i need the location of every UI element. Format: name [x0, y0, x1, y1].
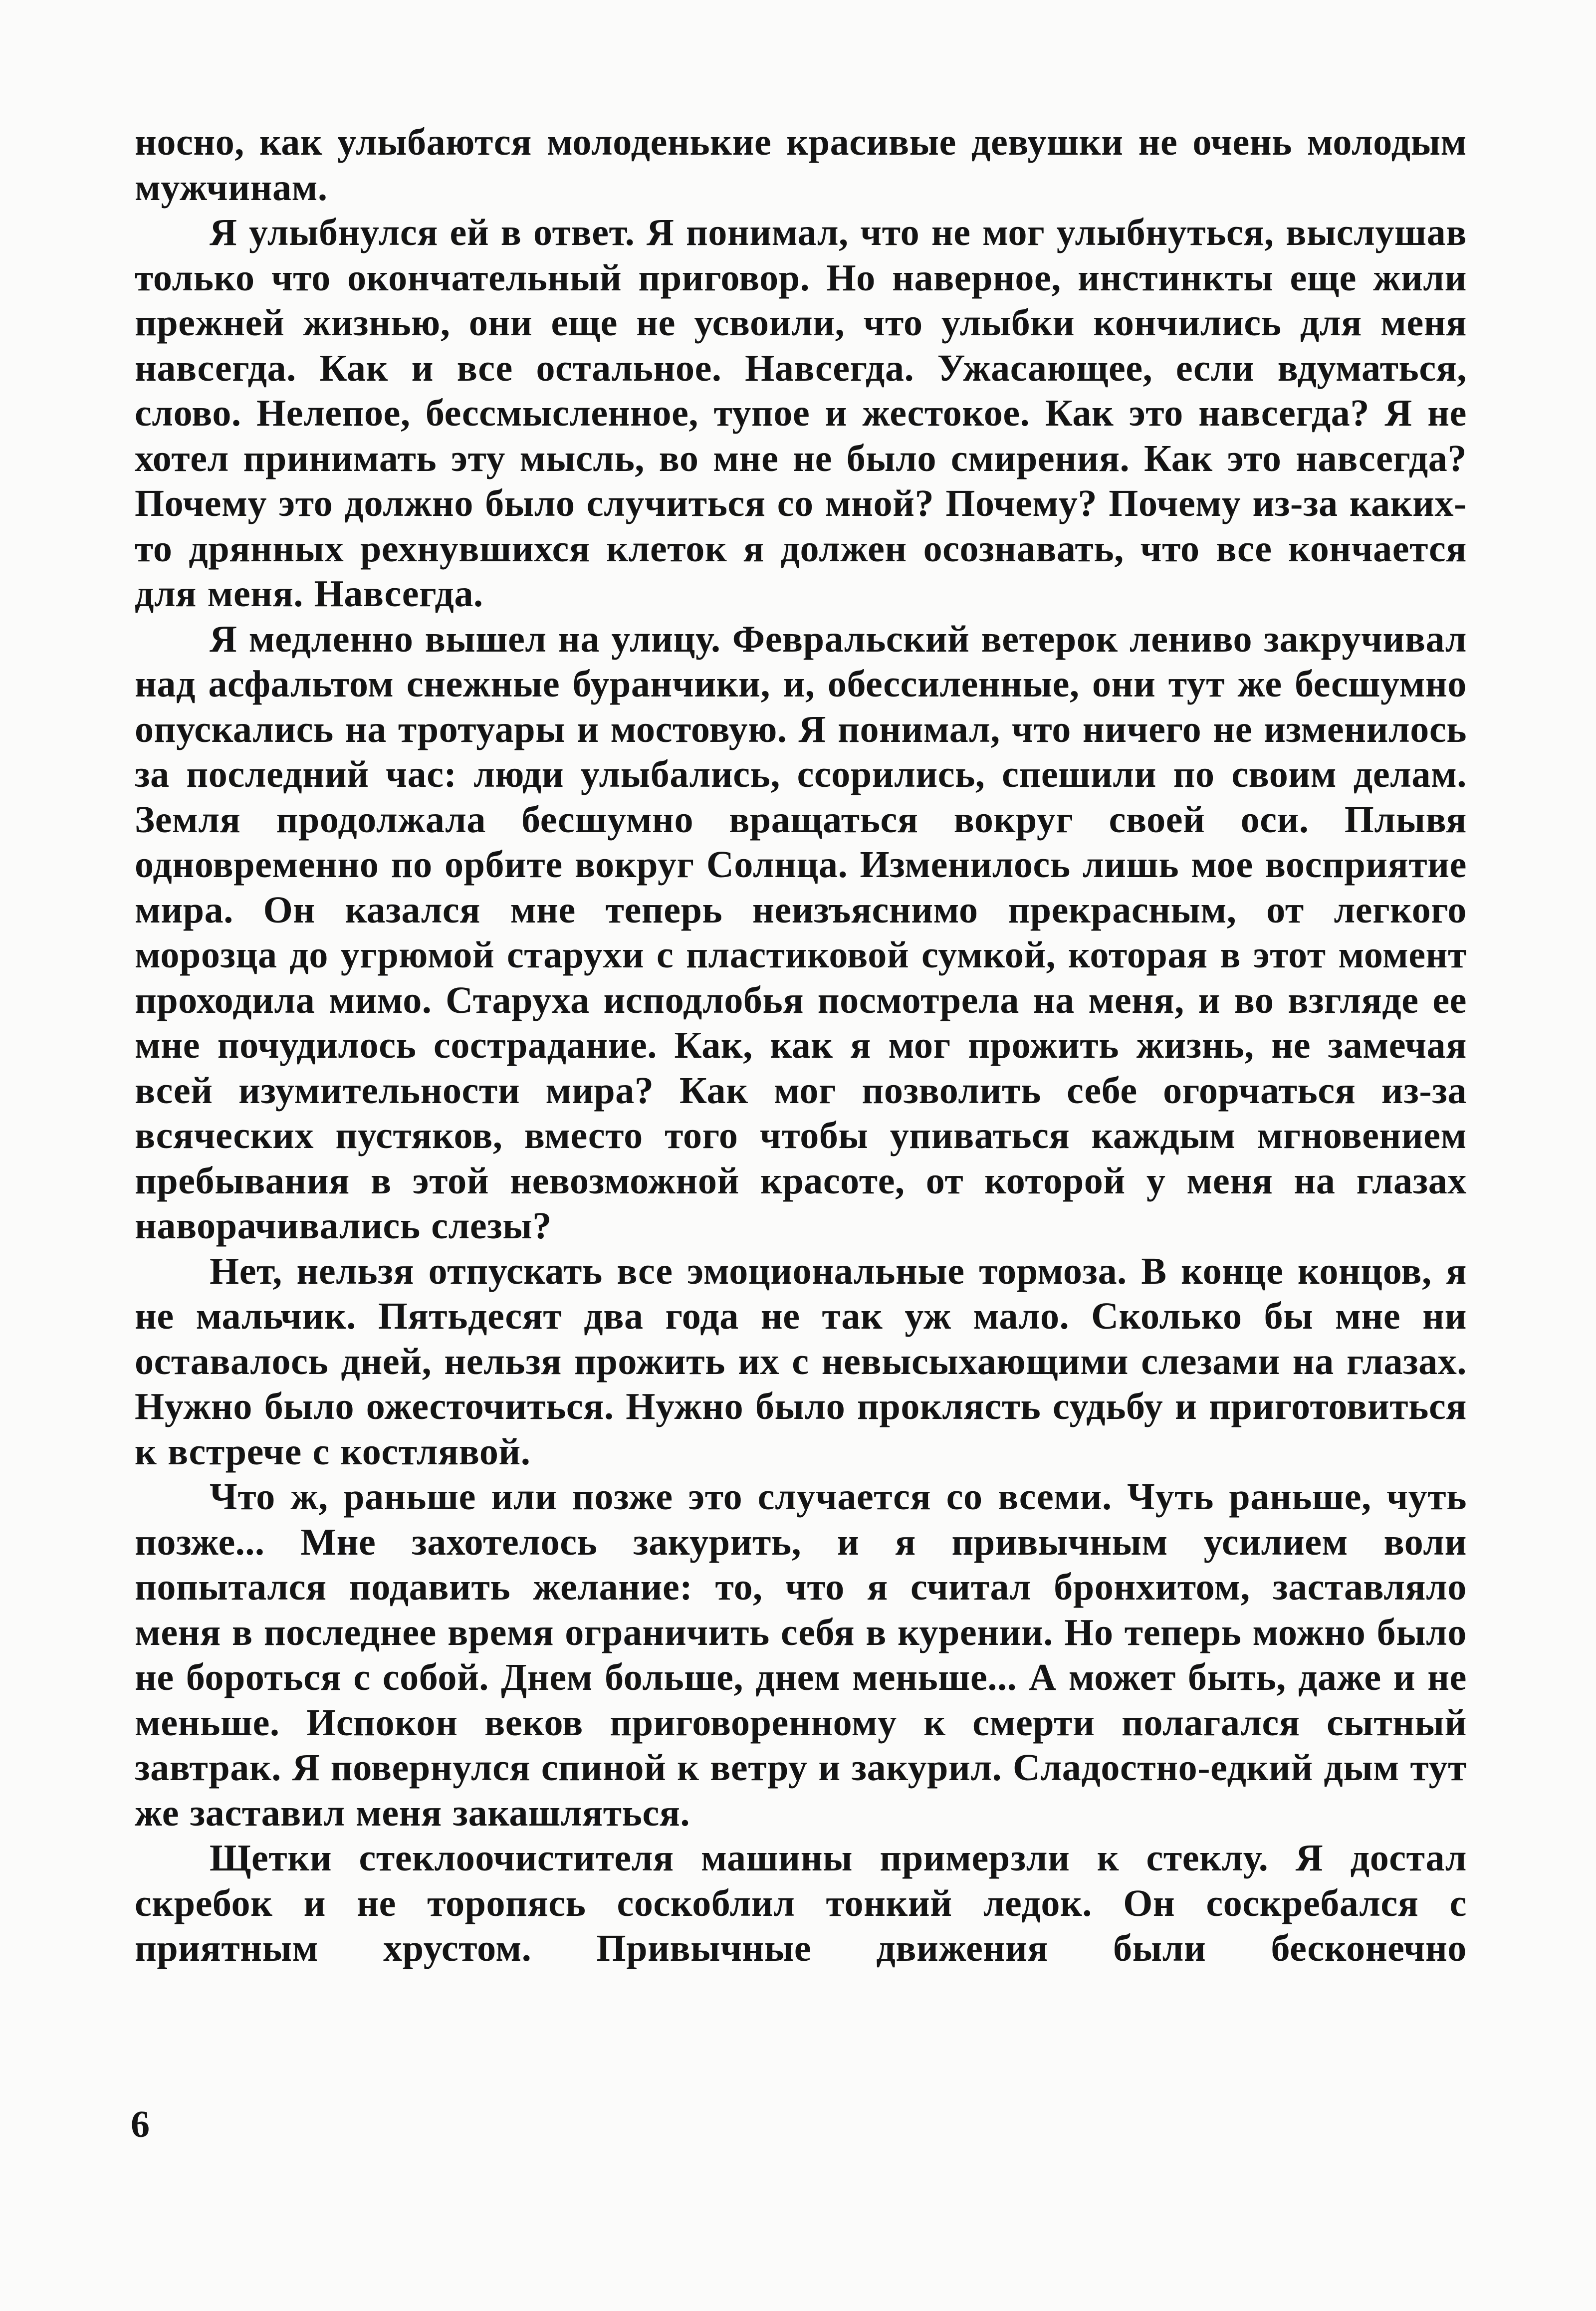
paragraph-3: Я медленно вышел на улицу. Февральский ветерок лениво закручивал над асфальтом снежные буранчики, и, обессиленные, они тут же бесшумно опускались на тротуары и мостовую. Я понимал, что ничего не изменилось за последний час: люди улыбались, ссорились, спешили по своим делам. Земля продолжала бесшумно вращаться вокруг своей оси. Плывя одновременно по орбите вокруг Солнца. Изменилось лишь мое восприятие мира. Он казался мне теперь неизъяснимо прекрасным, от легкого морозца до угрюмой старухи с пластиковой сумкой, которая в этот момент проходила мимо. Старуха исподлобья посмотрела на меня, и во взгляде ее мне почудилось сострадание. Как, как я мог прожить жизнь, не замечая всей изумительности мира? Как мог позволить себе огорчаться из-за всяческих пустяков, вместо того чтобы упиваться каждым мгновением пребывания в этой невозможной красоте, от которой у меня на глазах наворачивались слезы? — [135, 618, 1467, 1247]
paragraph-5: Что ж, раньше или позже это случается со всеми. Чуть раньше, чуть позже... Мне захотелось закурить, и я привычным усилием воли попытался подавить желание: то, что я считал бронхитом, заставляло меня в последнее время ограничить себя в курении. Но теперь можно было не бороться с собой. Днем больше, днем меньше... А может быть, даже и не меньше. Испокон веков приговоренному к смерти полагался сытный завтрак. Я повернулся спиной к ветру и закурил. Сладостно-едкий дым тут же заставил меня закашляться. — [135, 1476, 1467, 1834]
paragraph-1: носно, как улыбаются молоденькие красивые девушки не очень молодым мужчинам. — [135, 121, 1467, 209]
paragraph-4: Нет, нельзя отпускать все эмоциональные тормоза. В конце концов, я не мальчик. Пятьдесят два года не так уж мало. Сколько бы мне ни оставалось дней, нельзя прожить их с невысыхающими слезами на глазах. Нужно было ожесточиться. Нужно было проклясть судьбу и приготовиться к встрече с костлявой. — [135, 1250, 1467, 1473]
paragraph-2: Я улыбнулся ей в ответ. Я понимал, что не мог улыбнуться, выслушав только что окончательный приговор. Но наверное, инстинкты еще жили прежней жизнью, они еще не усвоили, что улыбки кончились для меня навсегда. Как и все остальное. Навсегда. Ужасающее, если вдуматься, слово. Нелепое, бессмысленное, тупое и жестокое. Как это навсегда? Я не хотел принимать эту мысль, во мне не было смирения. Как это навсегда? Почему это должно было случиться со мной? Почему? Почему из-за каких-то дрянных рехнувшихся клеток я должен осознавать, что все кончается для меня. Навсегда. — [135, 212, 1467, 615]
body-text — [135, 120, 1467, 1971]
page-number: 6 — [131, 2103, 150, 2145]
paragraph-6: Щетки стеклоочистителя машины примерзли к стеклу. Я достал скребок и не торопясь соскоблил тонкий ледок. Он соскребался с приятным хрустом. Привычные движения были бесконечно — [135, 1837, 1467, 1969]
